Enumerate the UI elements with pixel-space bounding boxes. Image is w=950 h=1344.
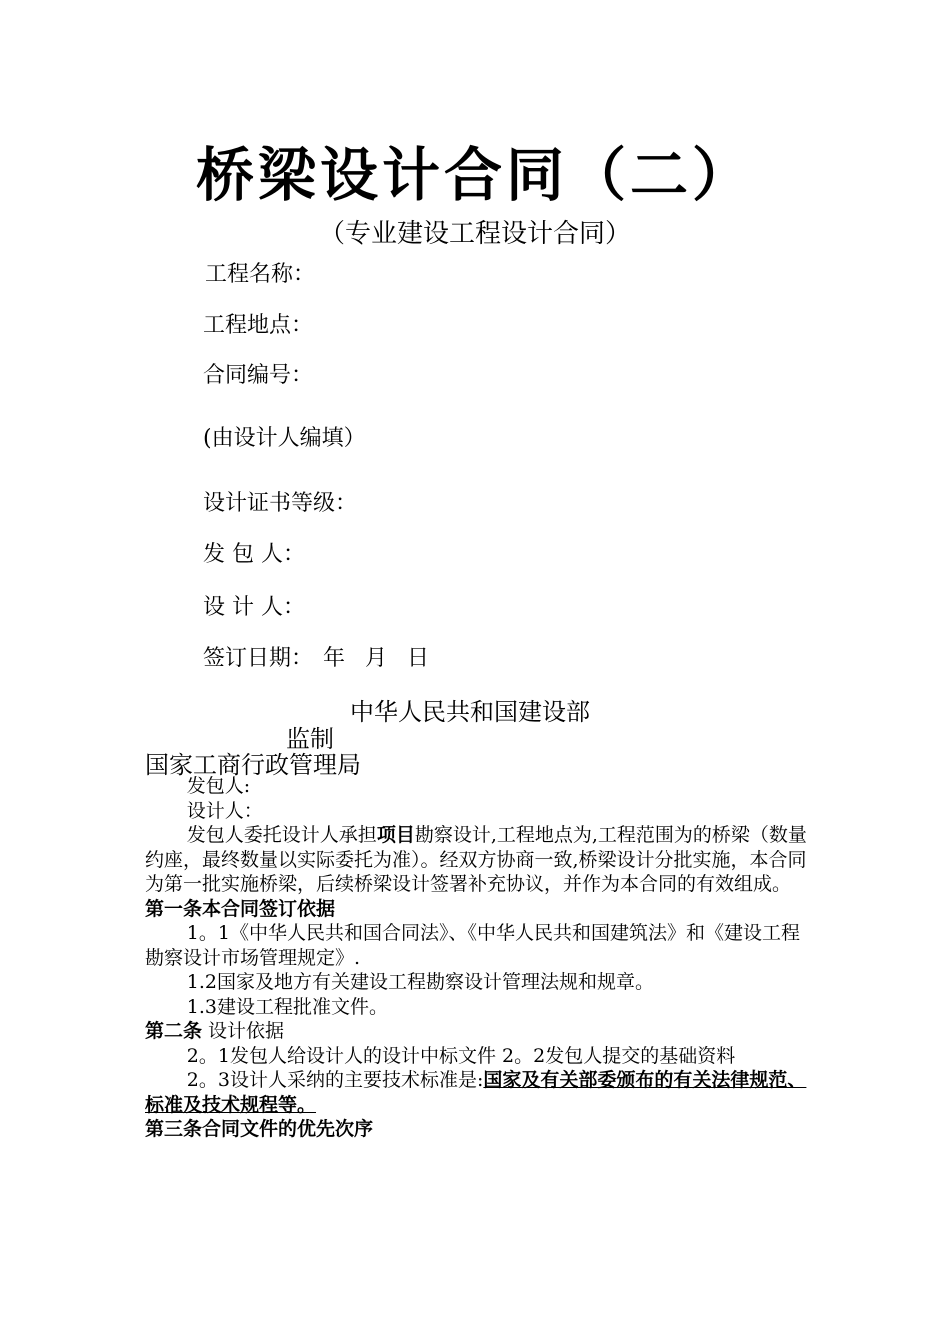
sign-date-month: 月: [365, 646, 388, 671]
article-2-clause-3: [145, 1068, 813, 1117]
article-2-heading: [145, 1019, 813, 1044]
sign-date-day: 日: [407, 646, 430, 671]
employer-field: 发 包 人：: [203, 542, 305, 567]
filled-by-note: (由设计人编填）: [203, 426, 366, 451]
article-2-clause-3-prefix: 2。3设计人采纳的主要技术标准是:: [186, 1069, 484, 1091]
contract-number-field: 合同编号：: [203, 363, 314, 388]
sign-date-field: [203, 641, 439, 672]
contract-body: [145, 774, 813, 1142]
project-location-field: 工程地点：: [203, 313, 314, 338]
certificate-level-field: 设计证书等级：: [203, 491, 358, 516]
project-name-field: 工程名称：: [205, 262, 316, 287]
document-subtitle: （专业建设工程设计合同）: [318, 219, 631, 249]
issuer-bureau: 国家工商行政管理局: [145, 751, 361, 779]
intro-paragraph: [145, 823, 813, 897]
body-designer-line: 设计人：: [186, 799, 263, 822]
article-3-heading: 第三条合同文件的优先次序: [145, 1118, 374, 1140]
article-1-clause-3: 1.3建设工程批准文件。: [186, 995, 389, 1018]
issuer-supervise: 监制: [286, 725, 334, 753]
article-2-subtitle: 设计依据: [202, 1020, 285, 1042]
intro-text-b: 勘察设计,工程地点为,工程范围为的桥梁（数量约座，最终数量以实际委托为准）。经双方协商一致,桥梁设计分批实施，本合同为第一批实施桥梁，后续桥梁设计签署补充协议，并作为本合同的有效组成。: [145, 824, 807, 895]
sign-date-label: 签订日期：: [203, 646, 314, 671]
intro-text-bold: 项目: [376, 824, 415, 846]
article-1-clause-1: 1。1《中华人民共和国合同法》、《中华人民共和国建筑法》和《建设工程勘察设计市场管理规定》.: [145, 922, 800, 969]
article-2-clause-1-2: 2。1发包人给设计人的设计中标文件 2。2发包人提交的基础资料: [186, 1044, 736, 1067]
sign-date-value: [313, 646, 439, 671]
document-title: 桥梁设计合同（二）: [195, 141, 754, 209]
issuer-ministry: 中华人民共和国建设部: [350, 698, 590, 726]
body-employer-line: 发包人:: [186, 775, 251, 797]
article-2-clause-3-standards: 国家及有关部委颁布的有关法律规范、标准及技术规程等。: [145, 1069, 807, 1116]
article-1-clause-2: 1.2国家及地方有关建设工程勘察设计管理法规和规章。: [186, 971, 655, 993]
article-2-title: 第二条: [145, 1020, 203, 1042]
intro-text-a: 发包人委托设计人承担: [186, 824, 377, 846]
article-1-heading: 第一条本合同签订依据: [145, 897, 336, 920]
sign-date-year: 年: [323, 646, 346, 671]
designer-field: 设 计 人：: [203, 595, 305, 620]
